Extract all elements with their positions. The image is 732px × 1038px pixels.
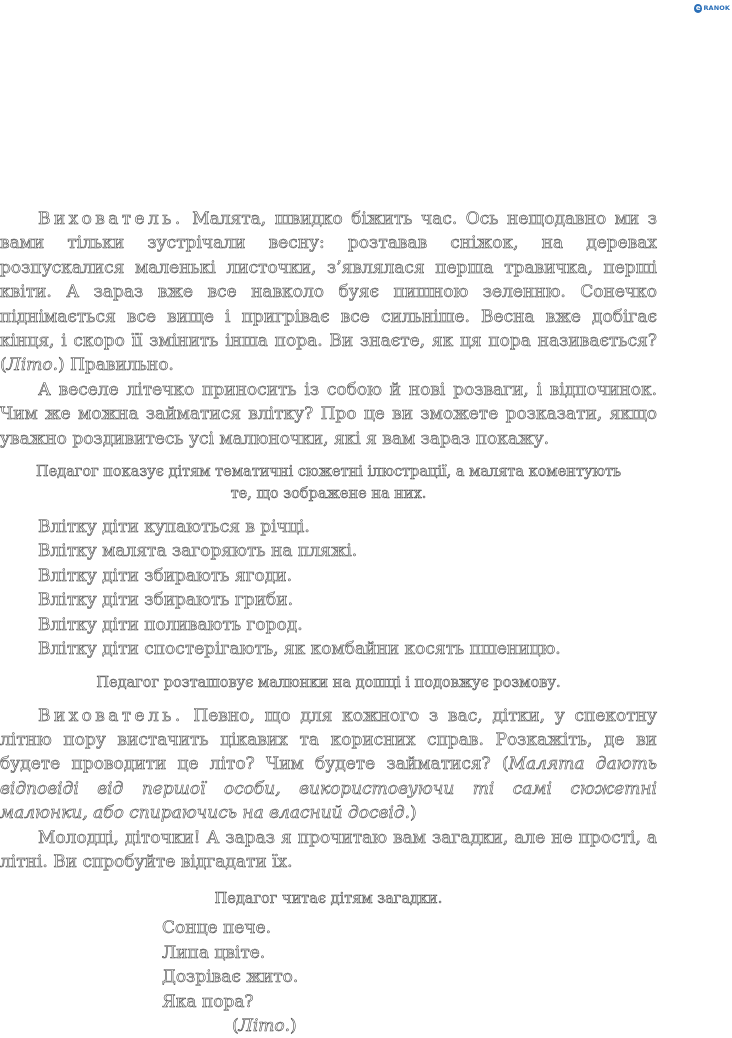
stage-direction-1: Педагог показує дітям тематичні сюжетні ілюстрації, а малята коментують те, що зображене на них.	[35, 464, 622, 503]
paragraph-1	[0, 207, 657, 378]
logo-mark: e	[695, 3, 701, 12]
summer-activities-list	[0, 515, 657, 661]
paragraph-4: Молодці, діточки! А зараз я прочитаю вам загадки, але не прості, а літні. Ви спробуйте відгадати їх.	[0, 827, 657, 872]
paragraph-3-italic: Малята дають відповіді від першої особи, використовуючи ті самі сюжетні малюнки, або спираючись на власний досвід.	[0, 754, 657, 824]
riddle-answer	[162, 1014, 657, 1038]
riddle-line: Сонце пече.	[162, 918, 272, 939]
paragraph-3	[0, 704, 657, 826]
paragraph-1-answer: Літо.	[6, 355, 59, 376]
riddle-answer-open: (	[232, 1015, 239, 1036]
speaker-label: Вихователь.	[38, 705, 184, 726]
riddle-line: Яка пора?	[162, 991, 254, 1012]
paragraph-1-text: Малята, швидко біжить час. Ось нещодавно ми з вами тільки зустрічали весну: розтавав сніжок, на деревах розпускалися маленькі листочки, з’являлася перша травичка, перші квіти. А зараз вже все навколо буяє пишною зеленню. Сонечко піднімається все вище і пригріває все сильніше. Весна вже добігає кінця, і скоро її змінить інша пора. Ви знаєте, як ця пора називається? (	[0, 209, 657, 376]
list-item: Влітку діти збирають ягоди.	[38, 565, 292, 586]
publisher-logo	[694, 2, 730, 14]
riddle-line: Дозріває жито.	[162, 967, 299, 988]
stage-direction-3: Педагог читає дітям загадки.	[214, 891, 443, 908]
paragraph-1-end: ) Правильно.	[58, 355, 174, 376]
page-content	[0, 207, 657, 1038]
riddle-line: Липа цвіте.	[162, 942, 266, 963]
logo-word: RANOK	[703, 4, 730, 12]
riddle-answer-text: Літо.	[238, 1015, 291, 1036]
paragraph-2: А веселе літечко приносить із собою й нові розваги, і відпочинок. Чим же можна займатися влітку? Про це ви зможете розказати, якщо уважно роздивитесь усі малюночки, які я вам зараз покажу.	[0, 379, 657, 449]
paragraph-3-end: )	[410, 803, 417, 824]
list-item: Влітку діти купаються в річці.	[38, 517, 310, 538]
list-item: Влітку діти спостерігають, як комбайни косять пшеницю.	[38, 639, 561, 660]
list-item: Влітку діти поливають город.	[38, 614, 303, 635]
riddle-answer-close: )	[290, 1015, 297, 1036]
list-item: Влітку малята загоряють на пляжі.	[38, 541, 358, 562]
paragraph-3-text: Певно, що для кожного з вас, дітки, у спекотну літню пору вистачить цікавих та корисних справ. Розкажіть, де ви будете проводити це літо? Чим будете займатися? (	[0, 705, 657, 775]
list-item: Влітку діти збирають гриби.	[38, 590, 294, 611]
stage-direction-2: Педагог розташовує малюнки на дошці і подовжує розмову.	[96, 674, 561, 691]
speaker-label: Вихователь.	[38, 209, 184, 229]
riddle	[162, 916, 657, 1038]
